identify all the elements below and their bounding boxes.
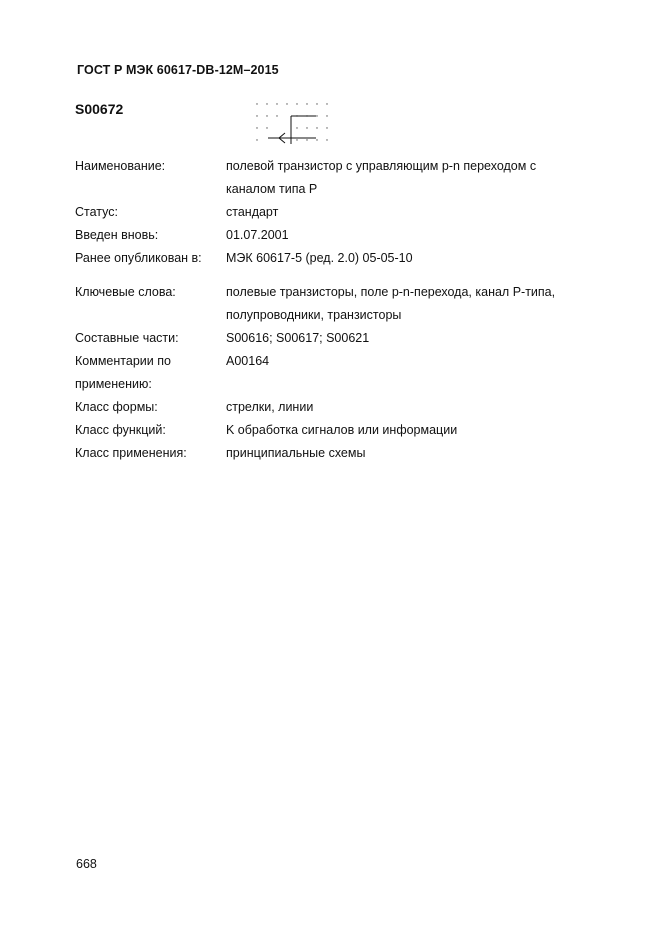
- row-value: S00616; S00617; S00621: [226, 331, 370, 345]
- row-name: [75, 155, 595, 201]
- row-label-line: Комментарии по: [75, 354, 171, 368]
- row-label: Наименование:: [75, 159, 166, 173]
- row-label-line: применению:: [75, 377, 152, 391]
- row-value-line: полевой транзистор с управляющим p-n переходом с: [226, 159, 537, 173]
- row-label: Класс применения:: [75, 446, 187, 460]
- row-components: [75, 327, 595, 350]
- row-label: Класс формы:: [75, 400, 158, 414]
- row-value-line: каналом типа Р: [226, 182, 318, 196]
- attributes-table: [75, 155, 595, 465]
- row-introduced: [75, 224, 595, 247]
- row-value: стандарт: [226, 205, 279, 219]
- row-label: Ключевые слова:: [75, 285, 176, 299]
- row-label: Класс функций:: [75, 423, 166, 437]
- row-label: Ранее опубликован в:: [75, 251, 202, 265]
- row-value-line: полевые транзисторы, поле p-n-перехода, канал Р-типа,: [226, 285, 556, 299]
- row-label: [75, 350, 226, 396]
- row-value: стрелки, линии: [226, 400, 314, 414]
- page-number: 668: [76, 857, 97, 871]
- document-header: ГОСТ Р МЭК 60617-DB-12M–2015: [77, 63, 279, 77]
- row-label: Введен вновь:: [75, 228, 159, 242]
- row-keywords: [75, 281, 595, 327]
- row-value: принципиальные схемы: [226, 446, 366, 460]
- symbol-code: S00672: [75, 101, 124, 117]
- row-value: [226, 281, 595, 327]
- row-value: A00164: [226, 354, 270, 368]
- row-function-class: [75, 419, 595, 442]
- row-value-line: полупроводники, транзисторы: [226, 308, 402, 322]
- row-value: K обработка сигналов или информации: [226, 423, 458, 437]
- row-label: Составные части:: [75, 331, 179, 345]
- row-shape-class: [75, 396, 595, 419]
- row-value: [226, 155, 595, 201]
- row-application-notes: [75, 350, 595, 396]
- row-value: 01.07.2001: [226, 228, 289, 242]
- row-value: МЭК 60617-5 (ред. 2.0) 05-05-10: [226, 251, 413, 265]
- jfet-p-channel-symbol-icon: [254, 100, 332, 150]
- row-status: [75, 201, 595, 224]
- row-application-class: [75, 442, 595, 465]
- row-label: Статус:: [75, 205, 118, 219]
- row-published: [75, 247, 595, 270]
